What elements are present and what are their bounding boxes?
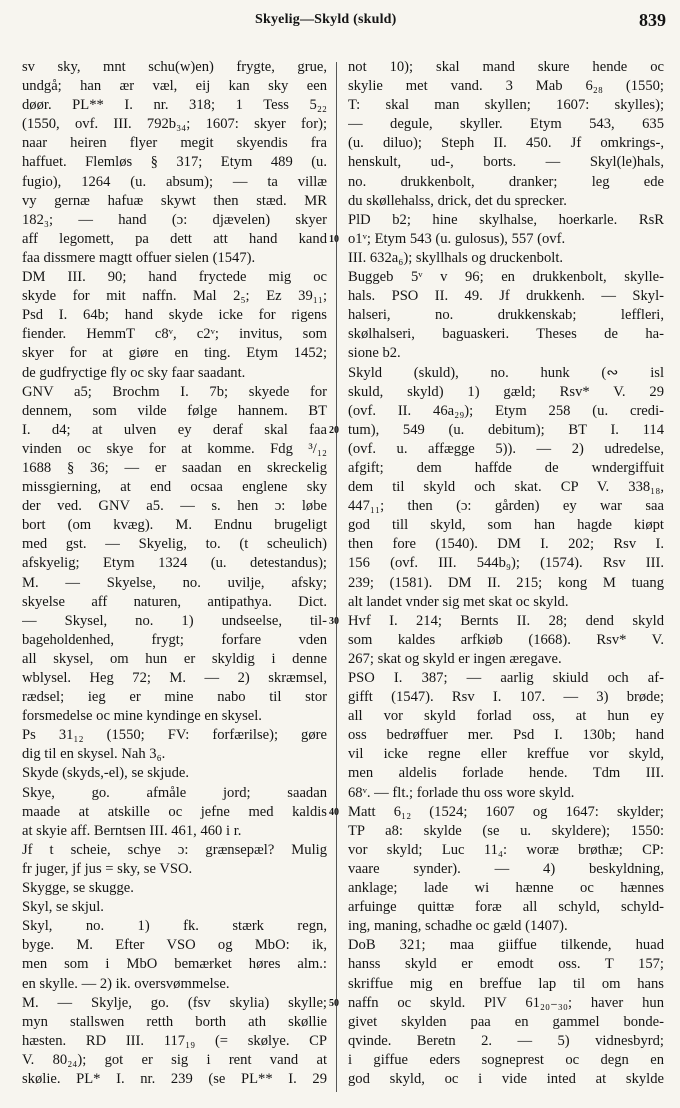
text-line: naffn oc skyld. PlV 61₂₀₋₃₀; haver hun: [348, 994, 664, 1011]
text-line: (1550, ovf. III. 792b₃₄; 1607: skyer for);: [22, 116, 327, 133]
text-line: vaare synder). — 4) beskyldning,: [348, 860, 664, 877]
text-line: bageholdenhed, frygt; forfare vden: [22, 631, 327, 648]
text-line: (u. diluo); Steph II. 450. Jf omkrings-,: [348, 135, 664, 152]
text-line: men som i MbO bemærket høres alm.:: [22, 956, 327, 973]
text-line: o1ᵛ; Etym 543 (u. gulosus), 557 (ovf.: [348, 230, 566, 247]
text-line: Psd I. 64b; hand skyde icke for rigens: [22, 307, 327, 324]
text-line: forsmedelse oc mine kyndinge en skysel.: [22, 708, 262, 725]
text-line: DM III. 90; hand fryctede mig oc: [22, 269, 327, 286]
text-line: haffuet. Flemløs § 317; Etym 489 (u.: [22, 154, 327, 171]
text-line: V. 80₂₄); got er sig i rent vand at: [22, 1051, 327, 1068]
text-line: fugio), 1264 (u. absum); — ta villæ: [22, 173, 327, 190]
text-line: gifft (1547). Rsv I. 107. — 3) brøde;: [348, 689, 664, 706]
text-line: fiender. HemmT c8ᵛ, c2ᵛ; invitus, som: [22, 326, 327, 343]
text-line: dig til en skysel. Nah 3₆.: [22, 746, 166, 763]
text-line: aff legomett, pa dett att hand kand: [22, 230, 327, 247]
page-number: 839: [639, 10, 666, 30]
text-line: 156 (ovf. III. 544b₉); (1574). Rsv III.: [348, 555, 664, 572]
text-line: i giffue eders sogneprest oc degn en: [348, 1051, 664, 1068]
text-line: not 10); skal mand skure hende oc: [348, 59, 664, 75]
text-line: rædsel; ieg er mine nabo til stor: [22, 689, 327, 706]
text-line: byge. M. Efter VSO og MbO: ik,: [22, 937, 327, 954]
text-line: Hvf I. 214; Bernts II. 28; dend skyld: [348, 612, 664, 629]
text-line: 239; (1581). DM II. 215; kong M tuang: [348, 574, 664, 591]
line-number-marker: 50: [329, 997, 339, 1009]
text-line: maade at atskille oc jefne med kaldis: [22, 803, 327, 820]
text-line: Skyde (skyds,-el), se skjude.: [22, 765, 189, 782]
text-line: skylie met vand. 3 Mab 6₂₈ (1550;: [348, 78, 664, 95]
text-line: dennem, som vilde følge hannem. BT: [22, 402, 327, 419]
text-line: (ovf. u. affægge 5)). — 2) udredelse,: [348, 440, 664, 457]
right-column: [348, 58, 664, 1089]
text-line: 68ᵛ. — flt.; forlade thu oss wore skyld.: [348, 784, 575, 801]
text-line: 447₁₁; then (ɔ: gården) ey war saa: [348, 498, 664, 515]
text-line: DoB 321; maa giiffue tilkende, huad: [348, 937, 664, 954]
text-line: skriffue mig en breffue lap til om hans: [348, 975, 664, 992]
text-line: god skyld, oc i vide inted at skylde: [348, 1070, 664, 1087]
text-line: skølie. PL* I. nr. 239 (se PL** I. 29: [22, 1070, 327, 1087]
text-line: døør. PL** I. nr. 318; 1 Tess 5₂₂: [22, 97, 327, 114]
text-line: vy gernæ hafuæ skywt then stæd. MR: [22, 192, 327, 209]
text-line: 182₃; — hand (ɔ: djævelen) skyer: [22, 211, 327, 228]
text-line: skyelse aff naturen, antipathya. Dict.: [22, 593, 327, 610]
text-line: Skyl, se skjul.: [22, 899, 104, 916]
text-line: 267; skat og skyld er ingen æregave.: [348, 650, 562, 667]
text-line: skuld, skyld) 1) gæld; Rsv* V. 29: [348, 383, 664, 400]
text-line: TP a8: skylde (se u. skyldere); 1550:: [348, 822, 664, 839]
text-line: Skyl, no. 1) fk. stærk regn,: [22, 918, 327, 935]
text-line: PlD b2; hine skylhalse, hoerkarle. RsR: [348, 211, 664, 228]
text-line: skyde for mit naffn. Mal 2₅; Ez 39₁₁;: [22, 288, 327, 305]
text-line: III. 632a₆); skyllhals og druckenbolt.: [348, 249, 564, 266]
text-line: arfuinge quittæ foræ all schyld, schyld-: [348, 899, 664, 916]
text-line: Skye, go. afmåle jord; saadan: [22, 784, 327, 801]
text-line: — Skysel, no. 1) undseelse, til-: [22, 612, 327, 629]
text-line: vil icke regne eller kreffue vor skyld,: [348, 746, 664, 763]
text-line: som kaldes arfkiøb (1668). Rsv* V.: [348, 631, 664, 648]
left-column: [22, 58, 327, 1089]
text-line: henskult, ud-, borts. — Skyl(le)hals,: [348, 154, 664, 171]
text-line: en skylle. — 2) ik. oversvømmelse.: [22, 975, 230, 992]
text-line: sv sky, mnt schu(w)en) frygte, grue,: [22, 59, 327, 75]
text-line: qvinde. Beretn 2. — 5) vidnesbyrd;: [348, 1032, 664, 1049]
text-line: T: skal man skyllen; 1607: skylles);: [348, 97, 664, 114]
text-line: hanss skyld er emodt oss. T 157;: [348, 956, 664, 973]
text-line: undgå; han ær væl, eij kan sky een: [22, 78, 327, 95]
text-line: myn stallswen retth borth ath skøllie: [22, 1013, 327, 1030]
text-line: vinden oc skye for at komme. Fdg ³/₁₂: [22, 440, 327, 457]
text-line: skyer for at giøre en ting. Etym 1452;: [22, 345, 327, 362]
text-line: Jf t scheie, schye ɔ: grænsepæl? Mulig: [22, 841, 327, 858]
text-line: naar heiren flyer megit skyendis fra: [22, 135, 327, 152]
text-line: all vor skyld forlad oss, at hun ey: [348, 708, 664, 725]
text-line: afgift; dem haffde de wndergiffuit: [348, 459, 664, 476]
text-line: at skyie aff. Berntsen III. 461, 460 i r.: [22, 822, 242, 839]
text-line: dem til skyld och skat. CP V. 338₁₈,: [348, 479, 664, 496]
text-line: god till skyld, som han hagde kiøpt: [348, 517, 664, 534]
text-line: ing, maning, schadhe oc gæld (1407).: [348, 918, 568, 935]
text-line: (ovf. II. 46a₂₉); Etym 258 (u. credi-: [348, 402, 664, 419]
text-line: no. drukkenbolt, dranker; leg ede: [348, 173, 664, 190]
text-line: givet skylden paa en gammel bonde-: [348, 1013, 664, 1030]
text-line: bort (om kvæg). M. Endnu brugeligt: [22, 517, 327, 534]
text-line: men aldelis forlade hende. Tdm III.: [348, 765, 664, 782]
text-line: — degule, skyller. Etym 543, 635: [348, 116, 664, 133]
text-line: I. d4; at ulven ey deraf skal faa: [22, 421, 327, 438]
text-line: hals. PSO II. 49. Jf drukkenh. — Skyl-: [348, 288, 664, 305]
text-line: de gudfryctige fly oc sky faar saadant.: [22, 364, 246, 381]
text-line: anklage; lade wi hænne oc hænnes: [348, 880, 664, 897]
text-line: M. — Skylje, go. (fsv skylia) skylle;: [22, 994, 327, 1011]
text-line: alt landet vnder sig met skat oc skyld.: [348, 593, 569, 610]
text-line: missgierning, at end ocsaa englene sky: [22, 479, 327, 496]
text-line: afskyelig; Etym 1324 (u. detestandus);: [22, 555, 327, 572]
text-line: Skyld (skuld), no. hunk (∾ isl: [348, 364, 664, 381]
text-line: Skygge, se skugge.: [22, 880, 134, 897]
text-line: 1688 § 36; — er saadan en skreckelig: [22, 459, 327, 476]
line-number-marker: 30: [329, 615, 339, 627]
line-number-marker: 10: [329, 233, 339, 245]
text-line: Ps 31₁₂ (1550; FV: forfærilse); gøre: [22, 727, 327, 744]
text-line: med gst. — Skyelig, to. (t scheulich): [22, 536, 327, 553]
text-line: M. — Skyelse, no. uvilje, afsky;: [22, 574, 327, 591]
text-line: vor skyld; Luc 11₄: woræ brøthæ; CP:: [348, 841, 664, 858]
text-line: hæsten. RD III. 117₁₉ (= skølye. CP: [22, 1032, 327, 1049]
text-line: GNV a5; Brochm I. 7b; skyede for: [22, 383, 327, 400]
page-header: [0, 8, 680, 34]
text-line: du skøllehalss, drick, det du sprecker.: [348, 192, 567, 209]
running-head: Skyelig—Skyld (skuld): [255, 12, 397, 27]
text-line: der ved. GNV a5. — s. hen ɔ: løbe: [22, 498, 327, 515]
text-line: tum), 549 (u. debitum); BT I. 114: [348, 421, 664, 438]
text-line: then fore (1540). DM I. 202; Rsv I.: [348, 536, 664, 553]
text-line: Matt 6₁₂ (1524; 1607 og 1647: skylder;: [348, 803, 664, 820]
text-line: all skysel, om hun er skyldig i denne: [22, 650, 327, 667]
column-divider: [336, 62, 337, 1092]
text-line: PSO I. 387; — aarlig skiuld och af-: [348, 670, 664, 686]
text-line: fr juger, jf jus = sky, se VSO.: [22, 860, 193, 877]
text-line: sione b2.: [348, 345, 401, 362]
text-line: halseri, no. drukkenskab; leffleri,: [348, 307, 664, 324]
text-line: faa dissmere magtt offuer sielen (1547).: [22, 249, 256, 266]
text-line: skølhalseri, baguaskeri. Theses de ha-: [348, 326, 664, 343]
text-line: wblysel. Heg 72; M. — 2) skræmsel,: [22, 670, 327, 686]
line-number-marker: 40: [329, 806, 339, 818]
text-line: Buggeb 5ᵛ v 96; en drukkenbolt, skylle-: [348, 269, 664, 286]
text-line: oss bedrøffuer mer. Psd I. 130b; hand: [348, 727, 664, 744]
line-number-marker: 20: [329, 424, 339, 436]
